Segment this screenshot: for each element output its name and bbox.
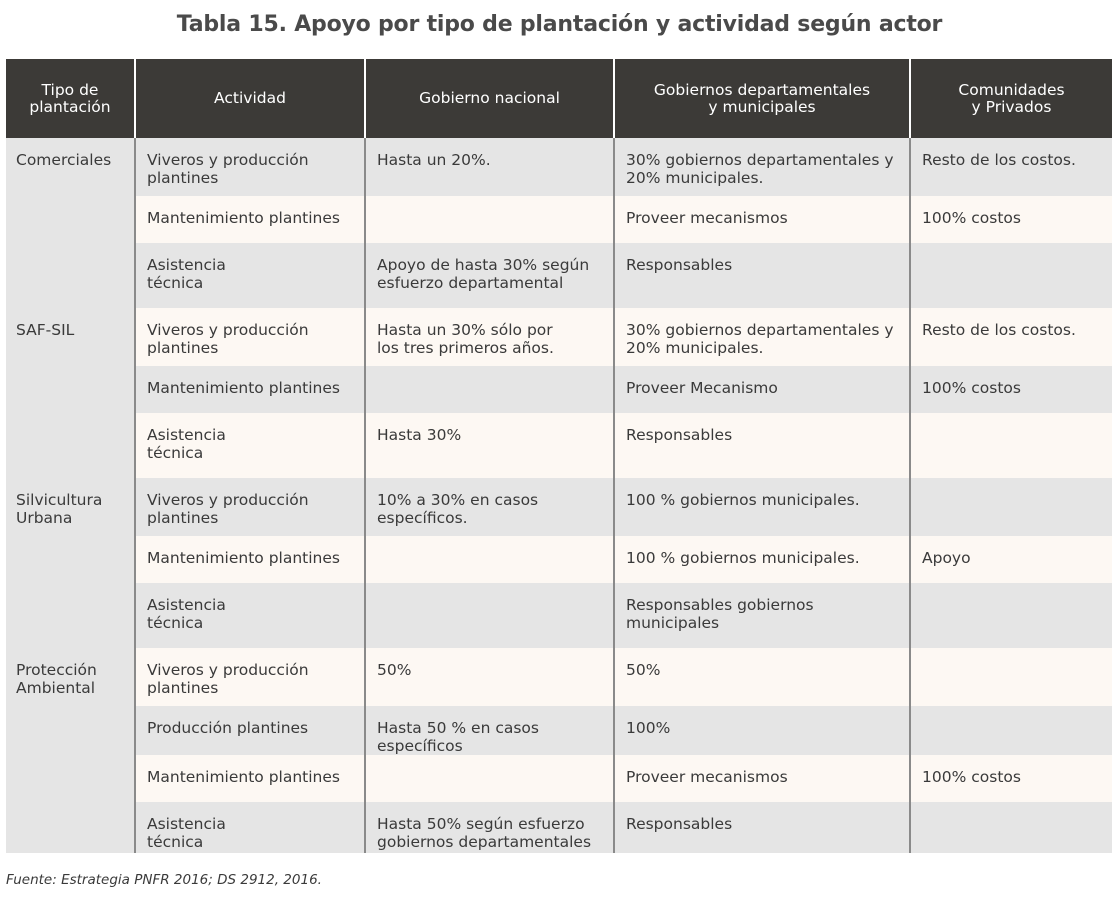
privados-cell	[910, 243, 1112, 308]
actividad-cell: Asistencia técnica	[135, 583, 365, 648]
privados-cell	[910, 413, 1112, 478]
nacional-cell: Hasta 30%	[365, 413, 614, 478]
table-row	[6, 413, 1112, 478]
header-gobierno-nacional: Gobierno nacional	[365, 59, 614, 138]
actividad-cell: Viveros y producción plantines	[135, 648, 365, 706]
table-row	[6, 308, 1112, 366]
header-comunidades-privados: Comunidades y Privados	[910, 59, 1112, 138]
header-tipo: Tipo de plantación	[6, 59, 135, 138]
actividad-cell: Asistencia técnica	[135, 243, 365, 308]
actividad-cell: Mantenimiento plantines	[135, 536, 365, 583]
privados-cell: Resto de los costos.	[910, 308, 1112, 366]
departamental-cell: Proveer Mecanismo	[614, 366, 910, 413]
actividad-cell: Mantenimiento plantines	[135, 755, 365, 802]
actividad-cell: Viveros y producción plantines	[135, 478, 365, 536]
privados-cell	[910, 583, 1112, 648]
actividad-cell: Asistencia técnica	[135, 802, 365, 853]
departamental-cell: Responsables	[614, 802, 910, 853]
table-title: Tabla 15. Apoyo por tipo de plantación y actividad según actor	[176, 12, 943, 37]
table-row	[6, 802, 1112, 853]
table-row	[6, 138, 1112, 196]
header-actividad: Actividad	[135, 59, 365, 138]
departamental-cell: Responsables gobiernos municipales	[614, 583, 910, 648]
nacional-cell	[365, 196, 614, 243]
privados-cell: Resto de los costos.	[910, 138, 1112, 196]
departamental-cell: 50%	[614, 648, 910, 706]
privados-cell: 100% costos	[910, 366, 1112, 413]
departamental-cell: Proveer mecanismos	[614, 196, 910, 243]
type-cell: Comerciales	[6, 138, 135, 308]
privados-cell	[910, 478, 1112, 536]
header-gobiernos-departamentales: Gobiernos departamentales y municipales	[614, 59, 910, 138]
nacional-cell	[365, 583, 614, 648]
type-cell: SAF-SIL	[6, 308, 135, 478]
table-row	[6, 196, 1112, 243]
departamental-cell: Proveer mecanismos	[614, 755, 910, 802]
departamental-cell: 100 % gobiernos municipales.	[614, 536, 910, 583]
table-row	[6, 706, 1112, 755]
nacional-cell: Hasta 50 % en casos específicos	[365, 706, 614, 755]
support-table	[6, 59, 1112, 853]
nacional-cell: Hasta 50% según esfuerzo gobiernos departamentales	[365, 802, 614, 853]
actividad-cell: Asistencia técnica	[135, 413, 365, 478]
actividad-cell: Viveros y producción plantines	[135, 308, 365, 366]
table-header-row	[6, 59, 1112, 138]
table-row	[6, 583, 1112, 648]
privados-cell: 100% costos	[910, 755, 1112, 802]
departamental-cell: 30% gobiernos departamentales y 20% municipales.	[614, 138, 910, 196]
nacional-cell: Hasta un 20%.	[365, 138, 614, 196]
actividad-cell: Mantenimiento plantines	[135, 366, 365, 413]
table-row	[6, 243, 1112, 308]
privados-cell: 100% costos	[910, 196, 1112, 243]
departamental-cell: Responsables	[614, 413, 910, 478]
actividad-cell: Producción plantines	[135, 706, 365, 755]
privados-cell	[910, 706, 1112, 755]
nacional-cell: 10% a 30% en casos específicos.	[365, 478, 614, 536]
departamental-cell: Responsables	[614, 243, 910, 308]
table-row	[6, 366, 1112, 413]
nacional-cell: 50%	[365, 648, 614, 706]
departamental-cell: 30% gobiernos departamentales y 20% municipales.	[614, 308, 910, 366]
privados-cell	[910, 802, 1112, 853]
nacional-cell: Hasta un 30% sólo por los tres primeros años.	[365, 308, 614, 366]
type-cell: Protección Ambiental	[6, 648, 135, 853]
table-row	[6, 478, 1112, 536]
table-row	[6, 648, 1112, 706]
source-note: Fuente: Estrategia PNFR 2016; DS 2912, 2016.	[6, 872, 322, 888]
nacional-cell	[365, 755, 614, 802]
nacional-cell: Apoyo de hasta 30% según esfuerzo departamental	[365, 243, 614, 308]
departamental-cell: 100%	[614, 706, 910, 755]
type-cell: Silvicultura Urbana	[6, 478, 135, 648]
nacional-cell	[365, 536, 614, 583]
privados-cell	[910, 648, 1112, 706]
nacional-cell	[365, 366, 614, 413]
actividad-cell: Mantenimiento plantines	[135, 196, 365, 243]
table-row	[6, 536, 1112, 583]
privados-cell: Apoyo	[910, 536, 1112, 583]
actividad-cell: Viveros y producción plantines	[135, 138, 365, 196]
table-row	[6, 755, 1112, 802]
departamental-cell: 100 % gobiernos municipales.	[614, 478, 910, 536]
